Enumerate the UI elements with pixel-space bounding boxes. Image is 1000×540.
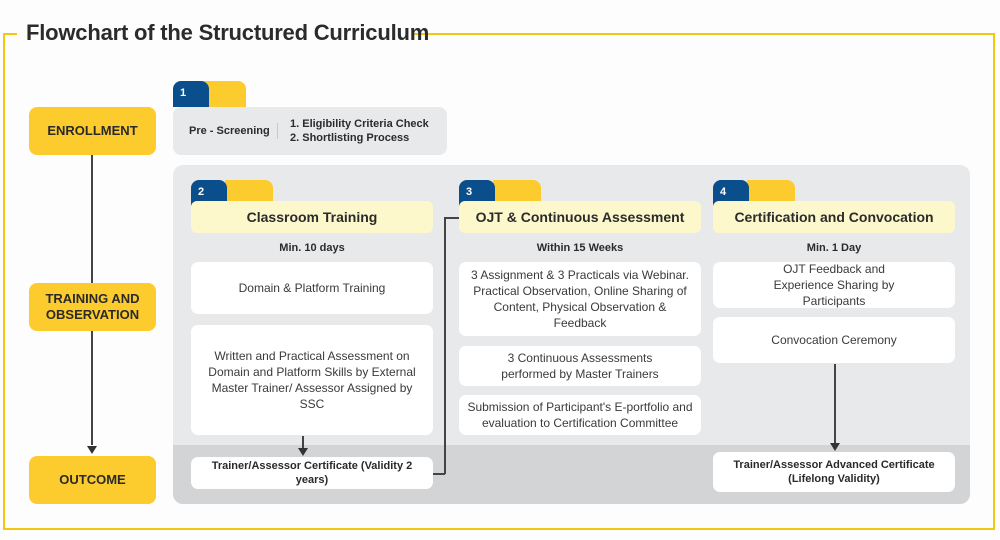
activity-card: 3 Continuous Assessments performed by Master Trainers xyxy=(459,346,701,386)
page-title: Flowchart of the Structured Curriculum xyxy=(26,20,430,45)
flow-connector xyxy=(444,217,460,219)
activity-card: Submission of Participant's E-portfolio and evaluation to Certification Committee xyxy=(459,395,701,435)
frame-border xyxy=(412,33,995,35)
stage-enrollment: ENROLLMENT xyxy=(29,107,156,155)
activity-card: Convocation Ceremony xyxy=(713,317,955,363)
arrow-down-icon xyxy=(87,446,97,454)
prescreening-label: Pre - Screening xyxy=(189,125,270,137)
step-number-badge: 4 xyxy=(713,180,749,206)
step-number-badge: 3 xyxy=(459,180,495,206)
step-number-badge: 2 xyxy=(191,180,227,206)
outcome-advanced-certificate: Trainer/Assessor Advanced Certificate (Lifelong Validity) xyxy=(713,452,955,492)
duration-label: Min. 10 days xyxy=(279,242,345,254)
activity-card: OJT Feedback and Experience Sharing by Participants xyxy=(713,262,955,308)
frame-border xyxy=(3,33,17,35)
stage-outcome: OUTCOME xyxy=(29,456,156,504)
stage-training-observation: TRAINING AND OBSERVATION xyxy=(29,283,156,331)
activity-card: Written and Practical Assessment on Domain and Platform Skills by External Master Trainer/ Assessor Assigned by SSC xyxy=(191,325,433,435)
arrow-connector xyxy=(834,364,836,444)
prescreening-item: 2. Shortlisting Process xyxy=(290,132,410,144)
duration-label: Within 15 Weeks xyxy=(536,242,624,254)
arrow-down-icon xyxy=(298,448,308,456)
prescreening-box xyxy=(173,107,447,155)
duration-label: Min. 1 Day xyxy=(806,242,862,254)
activity-card: 3 Assignment & 3 Practicals via Webinar. Practical Observation, Online Sharing of Content, Physical Observation & Feedback xyxy=(459,262,701,336)
outcome-certificate: Trainer/Assessor Certificate (Validity 2 years) xyxy=(191,457,433,489)
prescreening-item: 1. Eligibility Criteria Check xyxy=(290,118,429,130)
column-title-classroom: Classroom Training xyxy=(191,201,433,233)
step-number-badge: 1 xyxy=(173,81,209,107)
flow-connector xyxy=(444,217,446,474)
column-title-certification: Certification and Convocation xyxy=(713,201,955,233)
activity-card: Domain & Platform Training xyxy=(191,262,433,314)
arrow-down-icon xyxy=(830,443,840,451)
column-title-ojt: OJT & Continuous Assessment xyxy=(459,201,701,233)
divider xyxy=(277,123,278,139)
